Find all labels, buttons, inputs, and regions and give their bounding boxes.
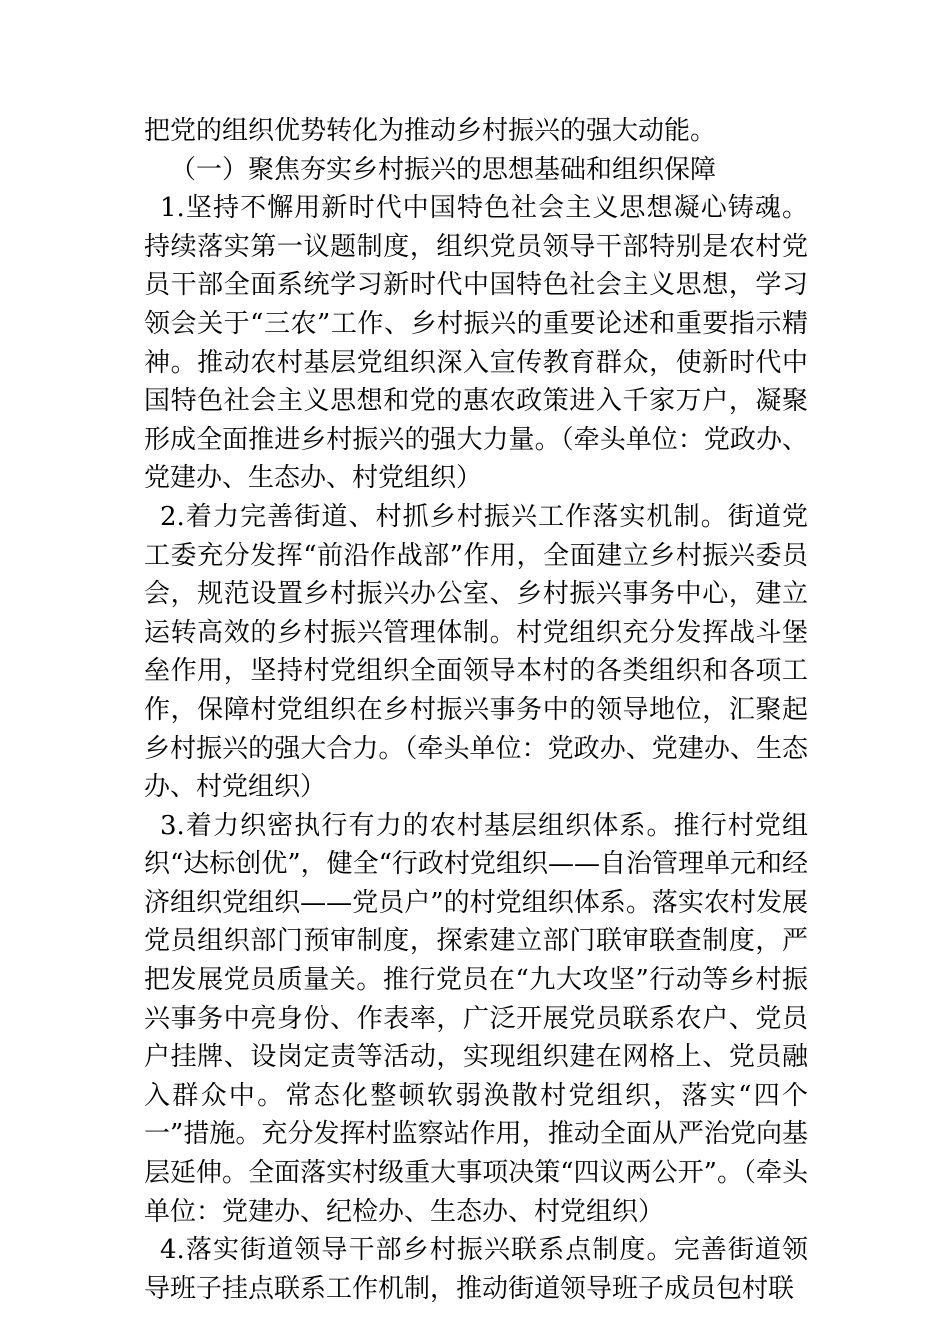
paragraph-item-2: 2.着力完善街道、村抓乡村振兴工作落实机制。街道党工委充分发挥“前沿作战部”作用，全面建立乡村振兴委员会，规范设置乡村振兴办公室、乡村振兴事务中心，建立运转高效的乡村振兴管理体制。村党组织充分发挥战斗堡垒作用，坚持村党组织全面领导本村的各类组织和各项工作，保障村党组织在乡村振兴事务中的领导地位，汇聚起乡村振兴的强大合力。（牵头单位：党政办、党建办、生态办、村党组织） (144, 501, 808, 803)
lead-line: 把党的组织优势转化为推动乡村振兴的强大动能。 (144, 116, 717, 146)
paragraph-item-4: 4.落实街道领导干部乡村振兴联系点制度。完善街道领导班子挂点联系工作机制，推动街道领导班子成员包村联 (144, 1235, 808, 1304)
paragraph-item-3: 3.着力织密执行有力的农村基层组织体系。推行村党组织“达标创优”，健全“行政村党组织——自治管理单元和经济组织党组织——党员户”的村党组织体系。落实农村发展党员组织部门预审制度，探索建立部门联审联查制度，严把发展党员质量关。推行党员在“九大攻坚”行动等乡村振兴事务中亮身份、作表率，广泛开展党员联系农户、党员户挂牌、设岗定责等活动，实现组织建在网格上、党员融入群众中。常态化整顿软弱涣散村党组织，落实“四个一”措施。充分发挥村监察站作用，推动全面从严治党向基层延伸。全面落实村级重大事项决策“四议两公开”。（牵头单位：党建办、纪检办、生态办、村党组织） (144, 810, 808, 1227)
document-body (144, 112, 808, 1308)
section-heading: （一）聚焦夯实乡村振兴的思想基础和组织保障 (170, 154, 717, 185)
paragraph-item-1: 1.坚持不懈用新时代中国特色社会主义思想凝心铸魂。持续落实第一议题制度，组织党员领导干部特别是农村党员干部全面系统学习新时代中国特色社会主义思想，学习领会关于“三农”工作、乡村振兴的重要论述和重要指示精神。推动农村基层党组织深入宣传教育群众，使新时代中国特色社会主义思想和党的惠农政策进入千家万户，凝聚形成全面推进乡村振兴的强大力量。（牵头单位：党政办、党建办、生态办、村党组织） (144, 193, 808, 494)
